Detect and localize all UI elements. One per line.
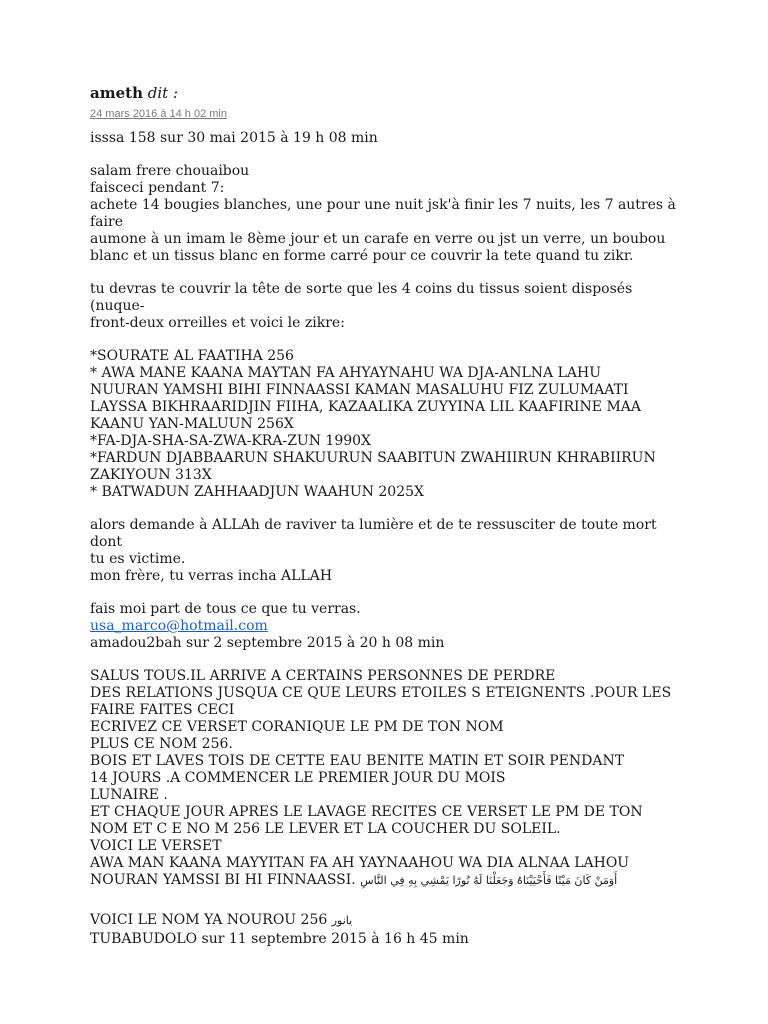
verse-line (90, 872, 690, 889)
quoted-header-2: amadou2bah sur 2 septembre 2015 à 20 h 08 min (90, 635, 445, 651)
email-link[interactable]: usa_marco@hotmail.com (90, 618, 268, 634)
salus-line: SALUS TOUS.IL ARRIVE A CERTAINS PERSONNES DE PERDRE (90, 668, 556, 684)
cover-line: front-deux orreilles et voici le zikre: (90, 315, 345, 331)
zikr-line: *SOURATE AL FAATIHA 256 (90, 348, 294, 364)
quoted-header-1: isssa 158 sur 30 mai 2015 à 19 h 08 min (90, 130, 378, 146)
zikr-line: * BATWADUN ZAHHAADJUN WAAHUN 2025X (90, 484, 424, 500)
zikr-line: ZAKIYOUN 313X (90, 467, 212, 483)
zikr-line: NUURAN YAMSHI BIHI FINNAASSI KAMAN MASALUHU FIZ ZULUMAATI (90, 382, 629, 398)
comment-author-line (90, 84, 690, 102)
salus-line: ECRIVEZ CE VERSET CORANIQUE LE PM DE TON NOM (90, 719, 504, 735)
salus-line: LUNAIRE . (90, 787, 168, 803)
salus-line: NOM ET C E NO M 256 LE LEVER ET LA COUCHER DU SOLEIL. (90, 821, 561, 837)
name-line (90, 912, 690, 929)
instruction-line: aumone à un imam le 8ème jour et un carafe en verre ou jst un verre, un boubou (90, 231, 666, 247)
salus-block (90, 668, 690, 889)
comment-author-says: dit : (147, 84, 178, 102)
comment-author-name: ameth (90, 84, 143, 102)
paragraph-share (90, 601, 690, 652)
paragraph-cover (90, 281, 690, 332)
zikr-line: KAANU YAN-MALUUN 256X (90, 416, 294, 432)
instruction-line: blanc et un tissus blanc en forme carré pour ce couvrir la tete quand tu zikr. (90, 248, 634, 264)
closing-line: mon frère, tu verras incha ALLAH (90, 568, 333, 584)
instruction-line: achete 14 bougies blanches, une pour une nuit jsk'à finir les 7 nuits, les 7 autres à faire (90, 197, 681, 230)
salus-line: BOIS ET LAVES TOIS DE CETTE EAU BENITE MATIN ET SOIR PENDANT (90, 753, 625, 769)
cover-line: tu devras te couvrir la tête de sorte que les 4 coins du tissus soient disposés (nuque- (90, 281, 637, 314)
zikr-line: LAYSSA BIKHRAARIDJIN FIIHA, KAZAALIKA ZUYYINA LIL KAAFIRINE MAA (90, 399, 642, 415)
zikr-list (90, 348, 690, 501)
salus-line: VOICI LE VERSET (90, 838, 222, 854)
salus-line: PLUS CE NOM 256. (90, 736, 233, 752)
salus-line: DES RELATIONS JUSQUA CE QUE LEURS ETOILES S ETEIGNENTS .POUR LES (90, 685, 672, 701)
verse-latin: NOURAN YAMSSI BI HI FINNAASSI. (90, 872, 356, 888)
comment-block (90, 84, 690, 948)
zikr-line: * AWA MANE KAANA MAYTAN FA AHYAYNAHU WA DJA-ANLNA LAHU (90, 365, 601, 381)
name-latin: VOICI LE NOM YA NOUROU 256 (90, 912, 328, 928)
name-block (90, 912, 690, 948)
zikr-line: *FA-DJA-SHA-SA-ZWA-KRA-ZUN 1990X (90, 433, 372, 449)
verse-arabic: أَوَمَنْ كَانَ مَيْتًا فَأَحْيَيْنَاهُ وَجَعَلْنَا لَهُ نُورًا يَمْشِي بِهِ فِي النَّاسِ (360, 874, 618, 887)
share-line: fais moi part de tous ce que tu verras. (90, 601, 361, 617)
greeting-line: salam frere chouaibou (90, 163, 250, 179)
salus-line: FAIRE FAITES CECI (90, 702, 235, 718)
name-arabic: يانور (331, 914, 353, 927)
instruction-intro: faisceci pendant 7: (90, 180, 225, 196)
salus-line: ET CHAQUE JOUR APRES LE LAVAGE RECITES CE VERSET LE PM DE TON (90, 804, 643, 820)
salus-line: AWA MAN KAANA MAYYITAN FA AH YAYNAAHOU WA DIA ALNAA LAHOU (90, 855, 630, 871)
paragraph-instructions (90, 163, 690, 265)
quoted-header-3: TUBABUDOLO sur 11 septembre 2015 à 16 h 45 min (90, 931, 469, 947)
comment-date-link[interactable]: 24 mars 2016 à 14 h 02 min (90, 108, 227, 120)
zikr-line: *FARDUN DJABBAARUN SHAKUURUN SAABITUN ZWAHIIRUN KHRABIIRUN (90, 450, 656, 466)
closing-line: alors demande à ALLAh de raviver ta lumière et de te ressusciter de toute mort dont (90, 517, 662, 550)
paragraph-closing (90, 517, 690, 585)
closing-line: tu es victime. (90, 551, 186, 567)
salus-line: 14 JOURS .A COMMENCER LE PREMIER JOUR DU MOIS (90, 770, 506, 786)
